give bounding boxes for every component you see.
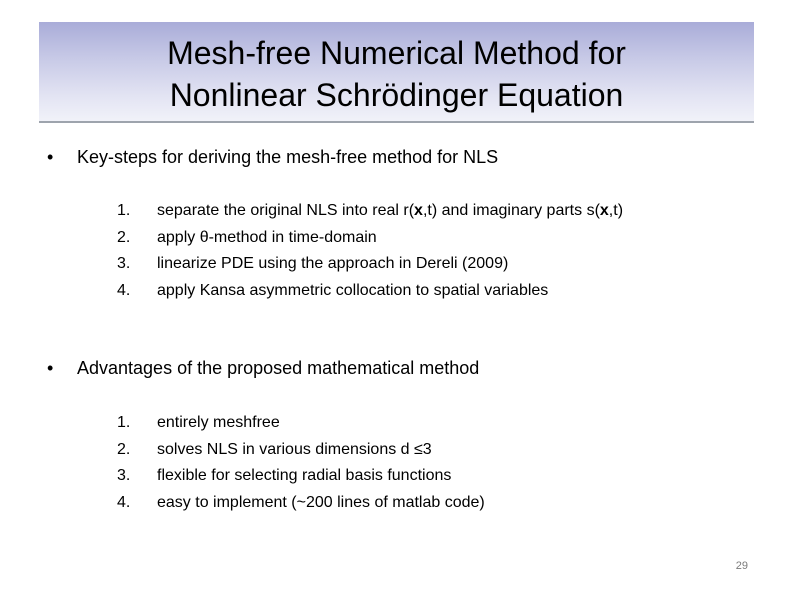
- list-item-number: 2.: [117, 228, 131, 246]
- list-item: [117, 278, 623, 305]
- section-heading-text: Advantages of the proposed mathematical method: [77, 358, 480, 378]
- title-band: [39, 22, 754, 123]
- list-item-number: 2.: [117, 440, 131, 458]
- page-number: 29: [735, 560, 748, 572]
- list-item: [117, 463, 485, 490]
- list-item-number: 4.: [117, 493, 131, 511]
- bullet-icon: •: [47, 358, 54, 378]
- list-item-text: entirely meshfree: [157, 414, 280, 431]
- list-item-number: 3.: [117, 255, 131, 272]
- list-item-text: apply Kansa asymmetric collocation to spatial variables: [157, 281, 549, 299]
- list-item: [117, 410, 485, 437]
- list-item-text: solves NLS in various dimensions d ≤3: [157, 440, 432, 458]
- numbered-list: [117, 198, 623, 304]
- section-heading: [47, 145, 498, 169]
- list-item: [117, 251, 623, 278]
- list-item-text: easy to implement (~200 lines of matlab code): [157, 493, 485, 511]
- list-item-number: 4.: [117, 281, 131, 299]
- title-line-2: Nonlinear Schrödinger Equation: [169, 77, 624, 113]
- section-heading-text: Key-steps for deriving the mesh-free method for NLS: [77, 147, 499, 167]
- section-heading: [47, 356, 479, 380]
- list-item-text: flexible for selecting radial basis functions: [157, 467, 452, 484]
- list-item: [117, 437, 485, 464]
- numbered-list: [117, 410, 485, 516]
- list-item-text: separate the original NLS into real r(x,t) and imaginary parts s(x,t): [157, 202, 624, 219]
- list-item-number: 1.: [117, 414, 131, 431]
- list-item: [117, 490, 485, 517]
- list-item-number: 3.: [117, 467, 131, 484]
- slide-title: [39, 32, 754, 116]
- list-item-text: apply θ-method in time-domain: [157, 228, 377, 246]
- bullet-icon: •: [47, 147, 54, 167]
- list-item-number: 1.: [117, 202, 131, 219]
- title-line-1: Mesh-free Numerical Method for: [167, 35, 626, 71]
- list-item: [117, 225, 623, 252]
- list-item-text: linearize PDE using the approach in Dereli (2009): [157, 255, 509, 272]
- list-item: [117, 198, 623, 225]
